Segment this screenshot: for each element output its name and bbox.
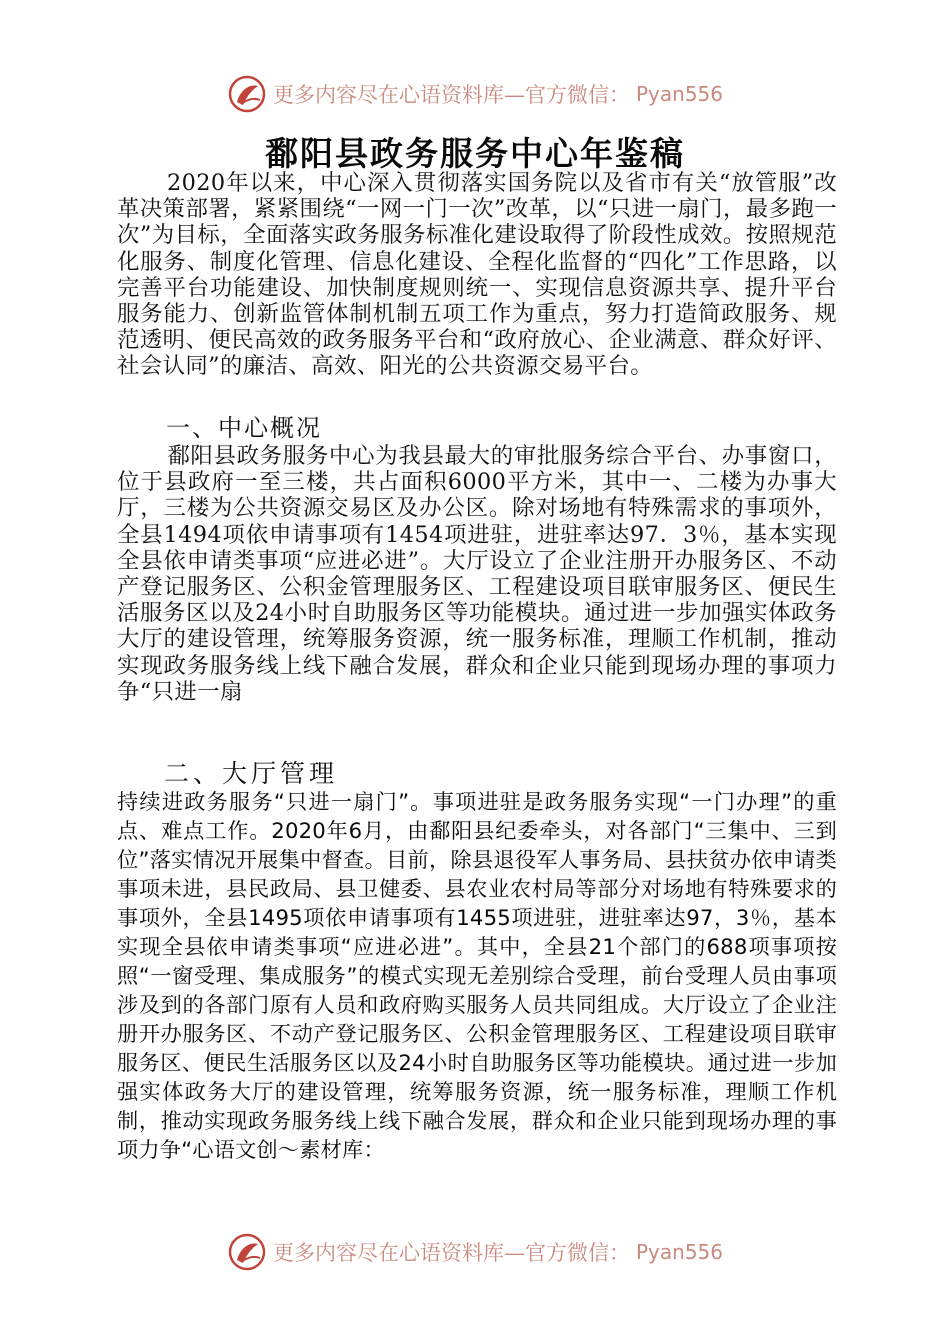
intro-text: 2020年以来，中心深入贯彻落实国务院以及省市有关“放管服”改革决策部署，紧紧围绕“一网一门一次”改革，以“只进一扇门，最多跑一次”为目标，全面落实政务服务标准化建设取得了阶段性成效。按照规范化服务、制度化管理、信息化建设、全程化监督的“四化”工作思路，以完善平台功能建设、加快制度规则统一、实现信息资源共享、提升平台服务能力、创新监管体制机制五项工作为重点，努力打造简政服务、规范透明、便民高效的政务服务平台和“政府放心、企业满意、群众好评、社会认同”的廉洁、高效、阳光的公共资源交易平台。	[117, 170, 837, 380]
overview-paragraph	[117, 443, 837, 733]
watermark-wechat-id: Pyan556	[635, 1240, 723, 1264]
top-watermark	[0, 72, 950, 116]
section-heading-hall-management: 二、大厅管理	[164, 759, 339, 788]
section-heading-overview: 一、中心概况	[166, 414, 322, 442]
overview-text: 鄱阳县政务服务中心为我县最大的审批服务综合平台、办事窗口，位于县政府一至三楼，共占面积6000平方米，其中一、二楼为办事大厅，三楼为公共资源交易区及办公区。除对场地有特殊需求的事项外，全县1494项依申请事项有1454项进驻，进驻率达97．3％，基本实现全县依申请类事项“应进必进”。大厅设立了企业注册开办服务区、不动产登记服务区、公积金管理服务区、工程建设项目联审服务区、便民生活服务区以及24小时自助服务区等功能模块。通过进一步加强实体政务大厅的建设管理，统筹服务资源，统一服务标准，理顺工作机制，推动实现政务服务线上线下融合发展，群众和企业只能到现场办理的事项力争“只进一扇	[117, 443, 837, 705]
watermark-text: 更多内容尽在心语资料库—官方微信：	[272, 1241, 630, 1265]
bottom-watermark	[0, 1230, 950, 1274]
hall-management-paragraph: 持续进政务服务“只进一扇门”。事项进驻是政务服务实现“一门办理”的重点、难点工作。2020年6月，由鄱阳县纪委牵头，对各部门“三集中、三到位”落实情况开展集中督查。目前，除县退役军人事务局、县扶贫办依申请类事项未进，县民政局、县卫健委、县农业农村局等部分对场地有特殊要求的事项外，全县1495项依申请事项有1455项进驻，进驻率达97，3％，基本实现全县依申请类事项“应进必进”。其中，全县21个部门的688项事项按照“一窗受理、集成服务”的模式实现无差别综合受理，前台受理人员由事项涉及到的各部门原有人员和政府购买服务人员共同组成。大厅设立了企业注册开办服务区、不动产登记服务区、公积金管理服务区、工程建设项目联审服务区、便民生活服务区以及24小时自助服务区等功能模块。通过进一步加强实体政务大厅的建设管理，统筹服务资源，统一服务标准，理顺工作机制，推动实现政务服务线上线下融合发展，群众和企业只能到现场办理的事项力争“心语文创～素材库：	[117, 789, 837, 1162]
intro-paragraph	[117, 170, 837, 406]
watermark-text: 更多内容尽在心语资料库—官方微信：	[272, 83, 630, 107]
brand-logo-icon	[227, 74, 267, 114]
watermark-wechat-id: Pyan556	[635, 82, 723, 106]
brand-logo-icon	[227, 1232, 267, 1272]
document-title: 鄱阳县政务服务中心年鉴稿	[265, 134, 685, 173]
